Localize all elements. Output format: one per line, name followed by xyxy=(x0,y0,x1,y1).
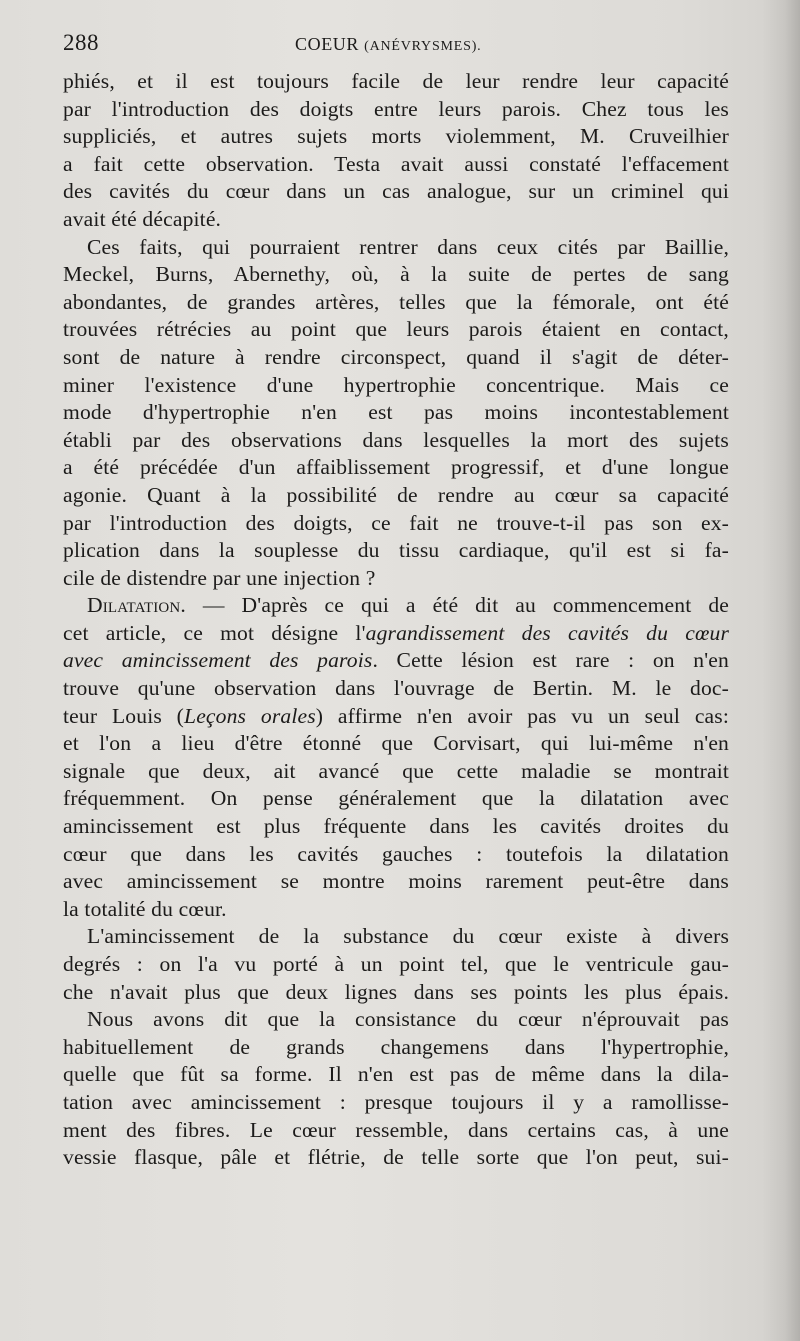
paragraph-start-line: Nous avons dit que la consistance du cœur n'éprouvait pas xyxy=(87,1007,729,1032)
italic-fragment: Leçons orales xyxy=(184,703,316,728)
body-text xyxy=(63,68,729,1172)
text-line: avait été décapité. xyxy=(63,206,222,231)
text-line: miner l'existence d'une hypertrophie concentrique. Mais ce xyxy=(63,372,729,397)
text-line xyxy=(63,620,729,648)
page-edge-shadow xyxy=(762,0,800,1341)
text-line: a été précédée d'un affaiblissement progressif, et d'une longue xyxy=(63,455,729,480)
text-line xyxy=(63,647,729,675)
text-line: abondantes, de grandes artères, telles que la fémorale, ont été xyxy=(63,289,729,314)
text-line: et l'on a lieu d'être étonné que Corvisart, qui lui-même n'en xyxy=(63,731,729,756)
text-line: habituellement de grands changemens dans l'hypertrophie, xyxy=(63,1034,729,1059)
text-line: vessie flasque, pâle et flétrie, de telle sorte que l'on peut, sui- xyxy=(63,1145,729,1170)
text-line: par l'introduction des doigts entre leurs parois. Chez tous les xyxy=(63,96,729,121)
text-fragment: cet article, ce mot désigne l' xyxy=(63,620,366,645)
italic-fragment: avec amincissement des parois xyxy=(63,648,373,673)
text-line: mode d'hypertrophie n'en est pas moins incontestablement xyxy=(63,400,729,425)
text-line: ment des fibres. Le cœur ressemble, dans certains cas, à une xyxy=(63,1117,729,1142)
text-line: cile de distendre par une injection ? xyxy=(63,565,376,590)
paragraph-start-line xyxy=(63,592,729,620)
text-fragment: ) affirme n'en avoir pas vu un seul cas: xyxy=(315,703,729,728)
text-line xyxy=(63,703,729,731)
text-line: cœur que dans les cavités gauches : toutefois la dilatation xyxy=(63,841,729,866)
text-line: sont de nature à rendre circonspect, quand il s'agit de déter- xyxy=(63,344,729,369)
text-line: trouvées rétrécies au point que leurs parois étaient en contact, xyxy=(63,317,729,342)
text-line: la totalité du cœur. xyxy=(63,896,227,921)
running-head-title: COEUR xyxy=(295,34,360,54)
text-line: a fait cette observation. Testa avait aussi constaté l'effacement xyxy=(63,151,729,176)
text-line: plication dans la souplesse du tissu cardiaque, qu'il est si fa- xyxy=(63,538,729,563)
text-line: trouve qu'une observation dans l'ouvrage de Bertin. M. le doc- xyxy=(63,676,729,701)
text-line: quelle que fût sa forme. Il n'en est pas de même dans la dila- xyxy=(63,1062,729,1087)
text-line: des cavités du cœur dans un cas analogue, sur un criminel qui xyxy=(63,179,729,204)
text-line: suppliciés, et autres sujets morts violemment, M. Cruveilhier xyxy=(63,124,729,149)
running-head xyxy=(295,34,481,55)
paragraph-start-line: Ces faits, qui pourraient rentrer dans ceux cités par Baillie, xyxy=(87,234,729,259)
running-head-subtitle: (ANÉVRYSMES). xyxy=(364,39,482,54)
text-line: tation avec amincissement : presque toujours il y a ramollisse- xyxy=(63,1089,729,1114)
text-line: fréquemment. On pense généralement que la dilatation avec xyxy=(63,786,729,811)
page-header xyxy=(63,26,728,64)
text-line: degrés : on l'a vu porté à un point tel, que le ventricule gau- xyxy=(63,952,729,976)
section-heading-dilatation: Dilatation. xyxy=(87,593,186,618)
text-line: avec amincissement se montre moins rarement peut-être dans xyxy=(63,869,729,894)
text-fragment: — D'après ce qui a été dit au commencement de xyxy=(185,593,729,618)
text-line: amincissement est plus fréquente dans les cavités droites du xyxy=(63,814,729,839)
text-line: Meckel, Burns, Abernethy, où, à la suite de pertes de sang xyxy=(63,262,729,287)
text-line: par l'introduction des doigts, ce fait ne trouve-t-il pas son ex- xyxy=(63,510,729,535)
italic-fragment: agrandissement des cavités du cœur xyxy=(365,620,729,645)
text-line: signale que deux, ait avancé que cette maladie se montrait xyxy=(63,758,729,783)
paragraph-start-line: L'amincissement de la substance du cœur existe à divers xyxy=(87,924,729,949)
text-line: agonie. Quant à la possibilité de rendre au cœur sa capacité xyxy=(63,482,729,507)
text-line: phiés, et il est toujours facile de leur rendre leur capacité xyxy=(63,69,729,93)
page-number: 288 xyxy=(63,30,99,55)
text-fragment: . Cette lésion est rare : on n'en xyxy=(372,648,729,673)
text-line: établi par des observations dans lesquelles la mort des sujets xyxy=(63,427,729,452)
text-line: che n'avait plus que deux lignes dans ses points les plus épais. xyxy=(63,979,729,1004)
text-fragment: teur Louis ( xyxy=(63,703,185,728)
